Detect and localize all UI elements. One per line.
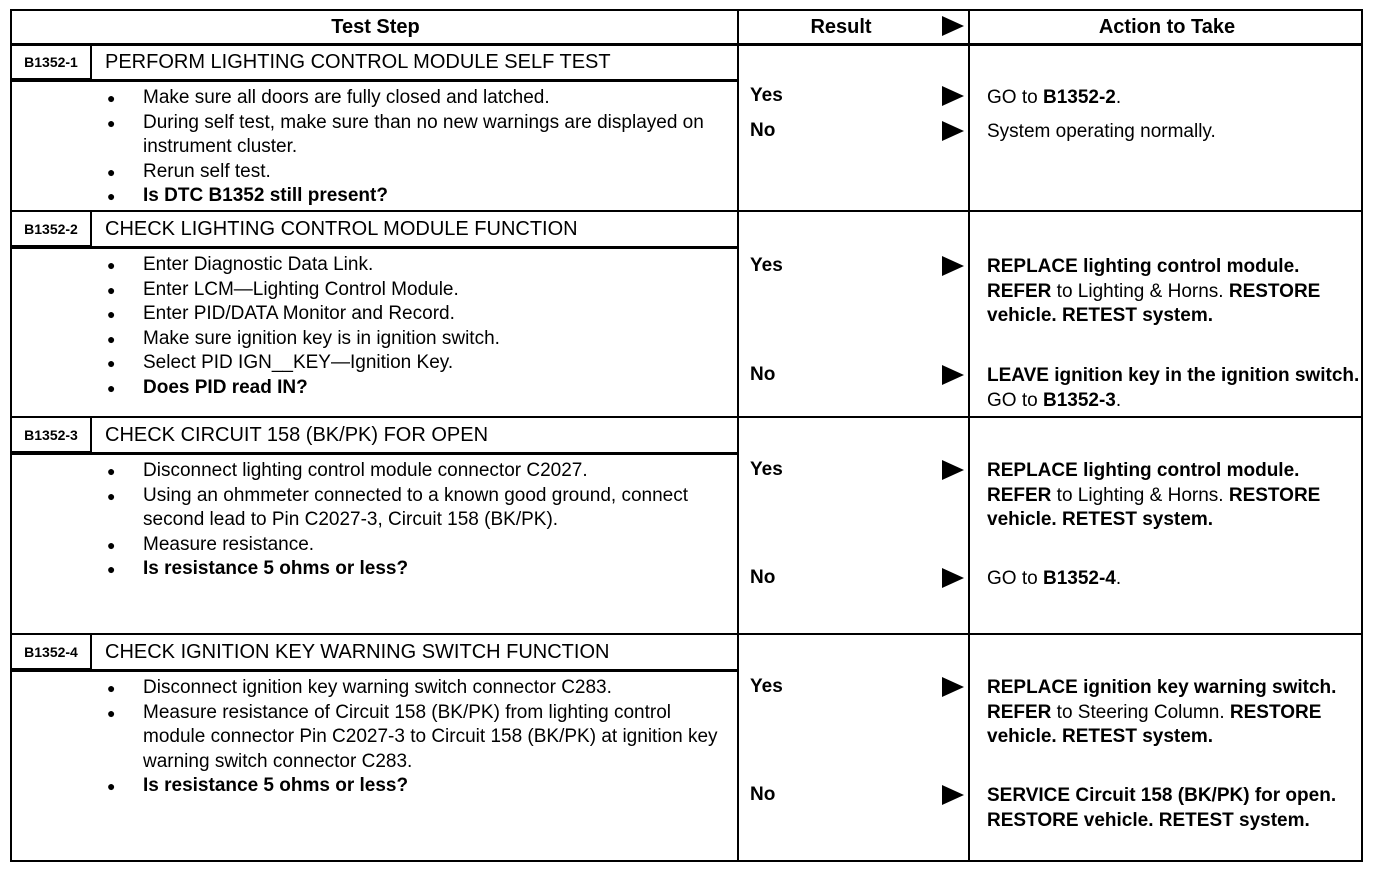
bullet-item: ● Make sure ignition key is in ignition switch. [107,327,727,352]
arrow-icon [942,86,964,106]
diagnostic-table [10,9,1363,862]
step-code: B1352-2 [12,212,92,248]
divider-action [968,11,970,860]
header-test-step: Test Step [331,16,420,38]
action-no: GO to B1352-4. [987,568,1122,589]
step-title: PERFORM LIGHTING CONTROL MODULE SELF TEST [105,51,611,73]
action-yes: REPLACE ignition key warning switch. REFER to Steering Column. RESTORE vehicle. RETEST system. [987,677,1337,747]
bullet-item: ● Does PID read IN? [107,376,727,401]
arrow-icon [942,460,964,480]
result-no: No [750,120,776,141]
result-yes: Yes [750,85,783,106]
result-no: No [750,364,776,385]
bullet-item: ● Enter Diagnostic Data Link. [107,253,727,278]
action-yes: REPLACE lighting control module. REFER to Lighting & Horns. RESTORE vehicle. RETEST system. [987,256,1321,326]
action-no: SERVICE Circuit 158 (BK/PK) for open. RESTORE vehicle. RETEST system. [987,785,1337,831]
arrow-icon [942,365,964,385]
step-bullets [107,676,727,799]
bullet-item: ● During self test, make sure than no new warnings are displayed on instrument cluster. [107,111,727,160]
step-bullets [107,459,727,582]
result-yes: Yes [750,255,783,276]
arrow-icon [942,256,964,276]
bullet-item: ● Using an ohmmeter connected to a known good ground, connect second lead to Pin C2027-3, Circuit 158 (BK/PK). [107,484,727,533]
bullet-item: ● Enter LCM—Lighting Control Module. [107,278,727,303]
bullet-item: ● Measure resistance of Circuit 158 (BK/PK) from lighting control module connector Pin C2027-3 to Circuit 158 (BK/PK) at ignition key warning switch connector C283. [107,701,727,775]
step-code: B1352-1 [12,45,92,81]
arrow-icon [942,568,964,588]
bullet-item: ● Select PID IGN__KEY—Ignition Key. [107,351,727,376]
bullet-item: ● Make sure all doors are fully closed and latched. [107,86,727,111]
step-code: B1352-3 [12,418,92,454]
result-yes: Yes [750,676,783,697]
action-yes: GO to B1352-2. [987,87,1122,108]
title-underline [12,79,739,82]
arrow-icon [942,121,964,141]
action-yes: REPLACE lighting control module. REFER to Lighting & Horns. RESTORE vehicle. RETEST system. [987,460,1321,530]
arrow-icon [942,677,964,697]
header-action: Action to Take [1098,16,1236,38]
step-code: B1352-4 [12,635,92,671]
action-no: System operating normally. [987,121,1216,142]
result-yes: Yes [750,459,783,480]
title-underline [12,452,739,455]
action-no: LEAVE ignition key in the ignition switch. GO to B1352-3. [987,365,1360,411]
step-bullets [107,86,727,209]
result-no: No [750,784,776,805]
header-result: Result [810,16,872,38]
bullet-item: ● Enter PID/DATA Monitor and Record. [107,302,727,327]
step-title: CHECK LIGHTING CONTROL MODULE FUNCTION [105,218,578,240]
step-bullets [107,253,727,400]
step-title: CHECK CIRCUIT 158 (BK/PK) FOR OPEN [105,424,489,446]
bullet-item: ● Rerun self test. [107,160,727,185]
bullet-item: ● Disconnect ignition key warning switch connector C283. [107,676,727,701]
bullet-item: ● Is resistance 5 ohms or less? [107,557,727,582]
arrow-icon [942,785,964,805]
bullet-item: ● Measure resistance. [107,533,727,558]
result-no: No [750,567,776,588]
bullet-item: ● Is DTC B1352 still present? [107,184,727,209]
title-underline [12,669,739,672]
bullet-item: ● Is resistance 5 ohms or less? [107,774,727,799]
step-title: CHECK IGNITION KEY WARNING SWITCH FUNCTION [105,641,610,663]
divider-result [737,11,739,860]
header-arrow-icon [942,16,964,36]
table-header [12,11,1361,46]
bullet-item: ● Disconnect lighting control module connector C2027. [107,459,727,484]
title-underline [12,246,739,249]
